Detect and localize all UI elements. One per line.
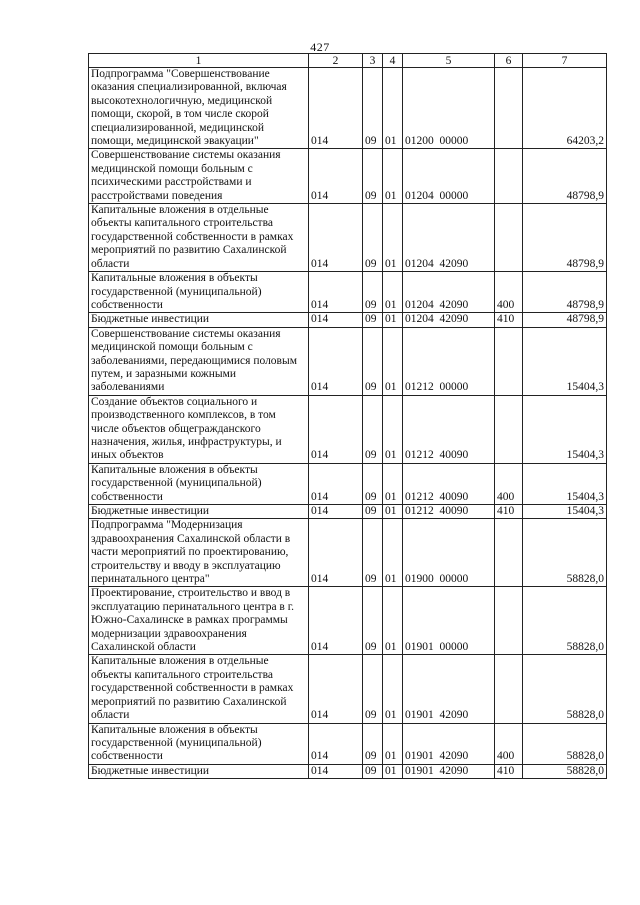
subsection-code: 01 — [383, 463, 403, 504]
expense-type-code — [495, 68, 523, 149]
amount: 58828,0 — [523, 587, 607, 655]
amount: 15404,3 — [523, 327, 607, 395]
table-row — [89, 463, 607, 504]
table-row — [89, 723, 607, 764]
amount: 15404,3 — [523, 505, 607, 519]
amount: 48798,9 — [523, 204, 607, 272]
row-name: Создание объектов социального и производственного комплексов, в том числе объектов общегражданского назначения, жилья, инфраструктуры, и иных объектов — [89, 395, 309, 463]
target-article-code: 01204 42090 — [403, 204, 495, 272]
target-article-code: 01212 40090 — [403, 395, 495, 463]
row-name: Капитальные вложения в объекты государственной (муниципальной) собственности — [89, 463, 309, 504]
expense-type-code: 410 — [495, 313, 523, 327]
row-name: Подпрограмма "Совершенствование оказания специализированной, включая высокотехнологичную, медицинской помощи, скорой, в том числе скорой специализированной, медицинской помощи, медицинской эвакуации" — [89, 68, 309, 149]
expense-type-code: 410 — [495, 505, 523, 519]
section-code: 09 — [363, 764, 383, 778]
ministry-code: 014 — [309, 587, 363, 655]
expense-type-code — [495, 519, 523, 587]
subsection-code: 01 — [383, 764, 403, 778]
target-article-code: 01204 42090 — [403, 272, 495, 313]
amount: 58828,0 — [523, 723, 607, 764]
target-article-code: 01212 40090 — [403, 505, 495, 519]
table-header — [89, 54, 607, 68]
expense-type-code — [495, 587, 523, 655]
subsection-code: 01 — [383, 395, 403, 463]
section-code: 09 — [363, 505, 383, 519]
budget-table — [88, 53, 607, 779]
subsection-code: 01 — [383, 204, 403, 272]
table-row — [89, 587, 607, 655]
row-name: Бюджетные инвестиции — [89, 505, 309, 519]
subsection-code: 01 — [383, 655, 403, 723]
column-header: 3 — [363, 54, 383, 68]
amount: 58828,0 — [523, 655, 607, 723]
subsection-code: 01 — [383, 68, 403, 149]
target-article-code: 01901 42090 — [403, 723, 495, 764]
column-header: 6 — [495, 54, 523, 68]
row-name: Бюджетные инвестиции — [89, 313, 309, 327]
ministry-code: 014 — [309, 272, 363, 313]
amount: 48798,9 — [523, 272, 607, 313]
column-header: 7 — [523, 54, 607, 68]
section-code: 09 — [363, 395, 383, 463]
ministry-code: 014 — [309, 723, 363, 764]
row-name: Капитальные вложения в объекты государственной (муниципальной) собственности — [89, 723, 309, 764]
expense-type-code — [495, 655, 523, 723]
ministry-code: 014 — [309, 68, 363, 149]
target-article-code: 01212 40090 — [403, 463, 495, 504]
row-name: Капитальные вложения в объекты государственной (муниципальной) собственности — [89, 272, 309, 313]
section-code: 09 — [363, 655, 383, 723]
section-code: 09 — [363, 519, 383, 587]
subsection-code: 01 — [383, 272, 403, 313]
expense-type-code — [495, 327, 523, 395]
row-name: Бюджетные инвестиции — [89, 764, 309, 778]
section-code: 09 — [363, 723, 383, 764]
expense-type-code: 400 — [495, 723, 523, 764]
section-code: 09 — [363, 204, 383, 272]
amount: 64203,2 — [523, 68, 607, 149]
page-number: 427 — [310, 40, 330, 54]
subsection-code: 01 — [383, 519, 403, 587]
ministry-code: 014 — [309, 463, 363, 504]
table-row — [89, 505, 607, 519]
row-name: Подпрограмма "Модернизация здравоохранения Сахалинской области в части мероприятий по проектированию, строительству и вводу в эксплуатацию перинатального центра" — [89, 519, 309, 587]
amount: 48798,9 — [523, 149, 607, 204]
section-code: 09 — [363, 272, 383, 313]
table-row — [89, 764, 607, 778]
subsection-code: 01 — [383, 327, 403, 395]
ministry-code: 014 — [309, 149, 363, 204]
expense-type-code: 410 — [495, 764, 523, 778]
row-name: Капитальные вложения в отдельные объекты капитального строительства государственной собственности в рамках мероприятий по развитию Сахалинской области — [89, 655, 309, 723]
amount: 58828,0 — [523, 764, 607, 778]
table-row — [89, 395, 607, 463]
expense-type-code — [495, 204, 523, 272]
row-name: Капитальные вложения в отдельные объекты капитального строительства государственной собственности в рамках мероприятий по развитию Сахалинской области — [89, 204, 309, 272]
target-article-code: 01200 00000 — [403, 68, 495, 149]
expense-type-code: 400 — [495, 463, 523, 504]
row-name: Проектирование, строительство и ввод в эксплуатацию перинатального центра в г. Южно-Сахалинске в рамках программы модернизации здравоохранения Сахалинской области — [89, 587, 309, 655]
target-article-code: 01901 00000 — [403, 587, 495, 655]
target-article-code: 01212 00000 — [403, 327, 495, 395]
column-header: 4 — [383, 54, 403, 68]
expense-type-code: 400 — [495, 272, 523, 313]
expense-type-code — [495, 149, 523, 204]
amount: 58828,0 — [523, 519, 607, 587]
target-article-code: 01901 42090 — [403, 655, 495, 723]
table-row — [89, 313, 607, 327]
amount: 15404,3 — [523, 395, 607, 463]
target-article-code: 01204 00000 — [403, 149, 495, 204]
table-row — [89, 519, 607, 587]
section-code: 09 — [363, 463, 383, 504]
amount: 48798,9 — [523, 313, 607, 327]
amount: 15404,3 — [523, 463, 607, 504]
target-article-code: 01204 42090 — [403, 313, 495, 327]
table-row — [89, 149, 607, 204]
table-row — [89, 272, 607, 313]
table-body — [89, 68, 607, 779]
ministry-code: 014 — [309, 655, 363, 723]
section-code: 09 — [363, 587, 383, 655]
column-header: 5 — [403, 54, 495, 68]
ministry-code: 014 — [309, 395, 363, 463]
ministry-code: 014 — [309, 204, 363, 272]
subsection-code: 01 — [383, 505, 403, 519]
ministry-code: 014 — [309, 505, 363, 519]
table-row — [89, 68, 607, 149]
expense-type-code — [495, 395, 523, 463]
section-code: 09 — [363, 327, 383, 395]
target-article-code: 01900 00000 — [403, 519, 495, 587]
ministry-code: 014 — [309, 313, 363, 327]
ministry-code: 014 — [309, 327, 363, 395]
ministry-code: 014 — [309, 519, 363, 587]
section-code: 09 — [363, 149, 383, 204]
ministry-code: 014 — [309, 764, 363, 778]
table-row — [89, 327, 607, 395]
target-article-code: 01901 42090 — [403, 764, 495, 778]
column-header: 1 — [89, 54, 309, 68]
table-row — [89, 655, 607, 723]
table-row — [89, 204, 607, 272]
row-name: Совершенствование системы оказания медицинской помощи больным с психическими расстройствами и расстройствами поведения — [89, 149, 309, 204]
subsection-code: 01 — [383, 587, 403, 655]
section-code: 09 — [363, 68, 383, 149]
row-name: Совершенствование системы оказания медицинской помощи больным с заболеваниями, передающимися половым путем, и заразными кожными заболеваниями — [89, 327, 309, 395]
subsection-code: 01 — [383, 149, 403, 204]
subsection-code: 01 — [383, 723, 403, 764]
column-header: 2 — [309, 54, 363, 68]
subsection-code: 01 — [383, 313, 403, 327]
section-code: 09 — [363, 313, 383, 327]
